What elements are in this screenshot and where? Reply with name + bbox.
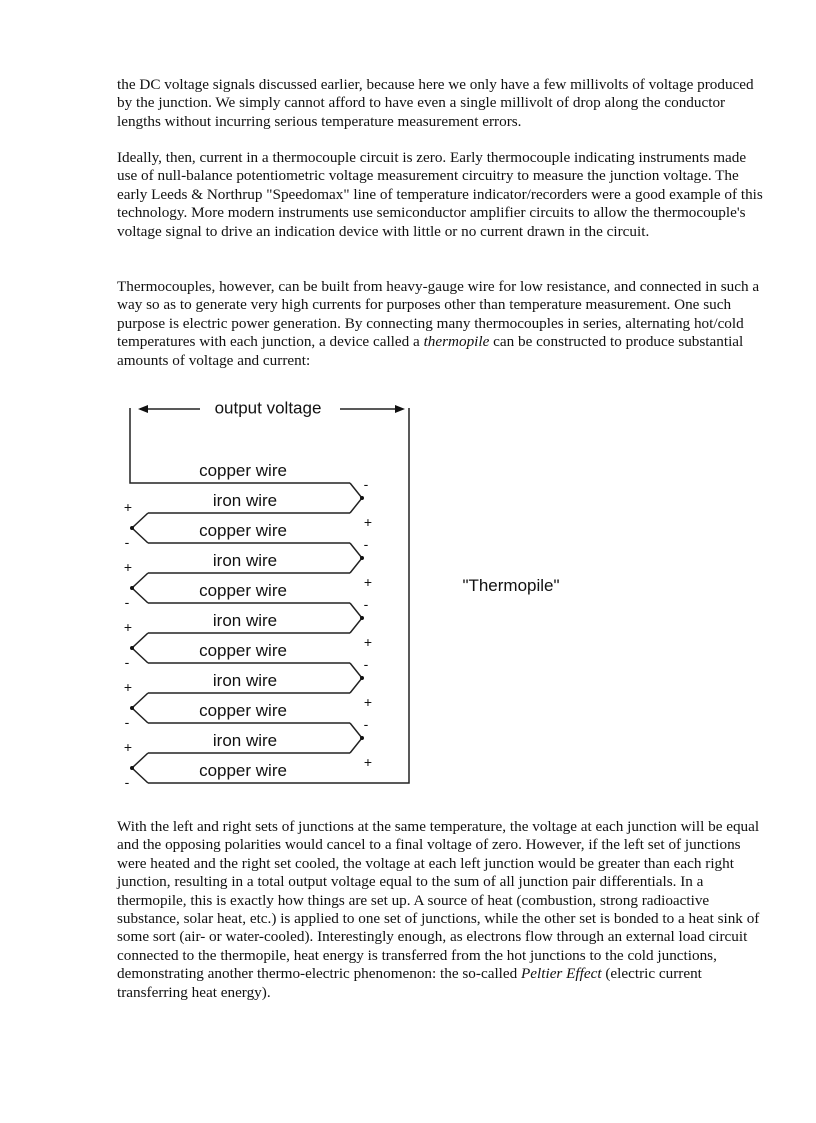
text: (electric current transferring heat energy). (117, 965, 702, 1001)
polarity-plus: + (363, 574, 373, 590)
polarity-plus: + (123, 619, 133, 635)
wire-label: copper wire (199, 701, 287, 720)
polarity-plus: + (123, 679, 133, 695)
polarity-plus: + (123, 499, 133, 515)
wire-label: iron wire (212, 671, 278, 690)
paragraph-thermopile-intro (117, 278, 767, 370)
wire-label: iron wire (212, 731, 278, 750)
text: With the left and right sets of junctions at the same temperature, the voltage at each junction will be equal and the opposing polarities would cancel to a final voltage of zero. However, if the left set of junctions were heated and the right set cooled, the voltage at each left junction would be greater than each right junction, resulting in a total output voltage equal to the sum of all junction pair differentials. In a thermopile, this is exactly how things are set up. A source of heat (combustion, strong radioactive substance, solar heat, etc.) is applied to one set of junctions, while the other set is bonded to a heat sink of some sort (air- or water-cooled). Interestingly enough, as electrons flow through an external load circuit connected to the thermopile, heat energy is transferred from the hot junctions to the cold junctions, demonstrating another thermo-electric phenomenon: the so-called (117, 818, 760, 983)
polarity-minus: - (363, 476, 369, 492)
polarity-plus: + (123, 559, 133, 575)
polarity-plus: + (363, 754, 373, 770)
wire-label: copper wire (199, 461, 287, 480)
polarity-minus: - (363, 536, 369, 552)
polarity-minus: - (363, 716, 369, 732)
wire-label: copper wire (199, 581, 287, 600)
polarity-minus: - (124, 714, 130, 730)
thermopile-title: "Thermopile" (462, 576, 560, 595)
polarity-minus: - (124, 594, 130, 610)
polarity-plus: + (363, 694, 373, 710)
polarity-minus: - (363, 656, 369, 672)
polarity-minus: - (363, 596, 369, 612)
polarity-plus: + (363, 514, 373, 530)
wire-label: iron wire (212, 611, 278, 630)
polarity-minus: - (124, 534, 130, 550)
polarity-minus: - (124, 774, 130, 790)
paragraph-intro: the DC voltage signals discussed earlier, because here we only have a few millivolts of voltage produced by the junction. We simply cannot afford to have even a single millivolt of drop along the conductor lengths without incurring serious temperature measurement errors. (117, 76, 754, 130)
polarity-minus: - (124, 654, 130, 670)
polarity-plus: + (123, 739, 133, 755)
text: Thermocouples, however, can be built from heavy-gauge wire for low resistance, and connected in such a way so as to generate very high currents for purposes other than temperature measurement. One such purpose is electric power generation. By connecting many thermocouples in series, alternating hot/cold temperatures with each junction, a device called a (117, 278, 760, 351)
wire-label: copper wire (199, 641, 287, 660)
output-voltage-label: output voltage (214, 398, 322, 418)
polarity-plus: + (363, 634, 373, 650)
wire-label: copper wire (199, 521, 287, 540)
term-thermopile: thermopile (423, 333, 490, 351)
term-peltier-effect: Peltier Effect (521, 965, 602, 983)
wire-label: copper wire (199, 761, 287, 780)
paragraph-peltier (117, 818, 767, 1002)
wire-label: iron wire (212, 551, 278, 570)
text: can be constructed to produce substantial amounts of voltage and current: (117, 333, 744, 369)
paragraph-zero-current: Ideally, then, current in a thermocouple circuit is zero. Early thermocouple indicating instruments made use of null-balance potentiometric voltage measurement circuitry to measure the junction voltage. The early Leeds & Northrup "Speedomax" line of temperature indicator/recorders were a good example of this technology. More modern instruments use semiconductor amplifier circuits to allow the thermocouple's voltage signal to drive an indication device with little or no current drawn in the circuit. (117, 149, 763, 240)
wire-label: iron wire (212, 491, 278, 510)
